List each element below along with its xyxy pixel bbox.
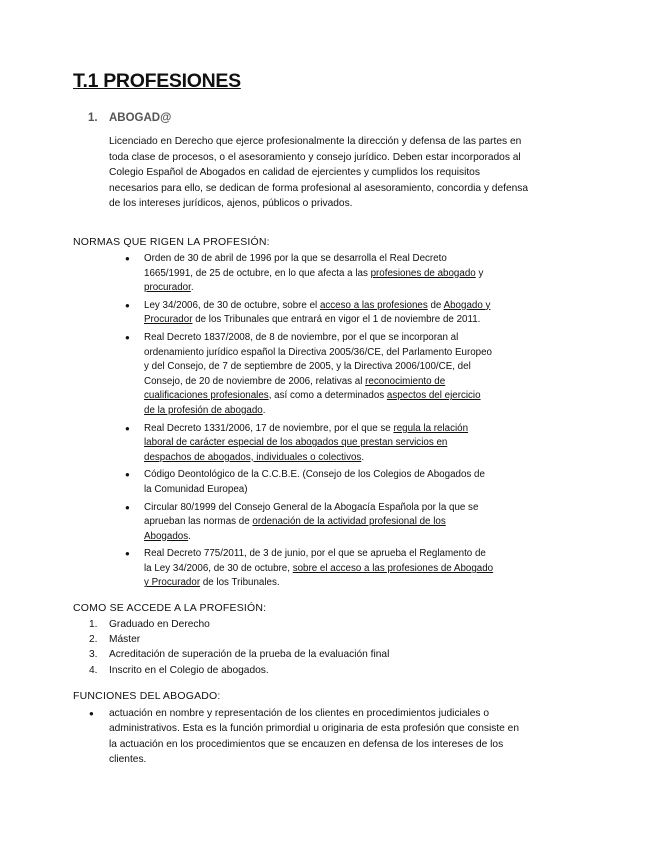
page-title: T.1 PROFESIONES	[73, 70, 241, 92]
item-text: .	[262, 404, 266, 416]
item-text: Código Deontológico de la C.C.B.E. (Consejo de los Colegios de Abogados de la Comunidad Europea)	[144, 469, 485, 495]
item-text: Graduado en Derecho	[109, 619, 210, 630]
item-link[interactable]: Abogado y Procurador	[144, 299, 491, 326]
item-text: Real Decreto 775/2011, de 3 de junio, por el que se aprueba el Reglamento de la Ley 34/2006, de 30 de octubre,	[144, 548, 486, 574]
list-item: ● actuación en nombre y representación de los clientes en procedimientos judiciales o administrativos. Esta es la función primordial u originaria de esta profesión que consiste en la actuación en los procedimientos que se encauzen en defensa de los intereses de los clientes.	[109, 706, 524, 767]
item-text: Circular 80/1999 del Consejo General de la Abogacía Española por la que se aprueban las normas de	[144, 501, 479, 528]
item-text: de los Tribunales.	[200, 577, 280, 589]
item-link[interactable]: regula la relación laboral de carácter especial de los abogados que prestan servicios en despachos de abogados, individuales o colectivos	[144, 422, 469, 463]
functions-list	[0, 706, 524, 767]
item-number: 1.	[89, 619, 98, 630]
item-text: y	[475, 267, 484, 279]
item-text: de los Tribunales que entrará en vigor el 1 de noviembre de 2011.	[192, 314, 481, 326]
item-text: , así como a determinados	[268, 390, 387, 402]
list-item	[144, 299, 494, 328]
norms-heading: NORMAS QUE RIGEN LA PROFESIÓN:	[73, 236, 270, 248]
list-item	[144, 331, 494, 419]
list-item	[144, 468, 494, 497]
section-number: 1.	[88, 112, 98, 124]
item-text: Máster	[109, 634, 141, 646]
item-link[interactable]: procurador	[144, 282, 191, 294]
norms-list	[0, 252, 494, 594]
item-link[interactable]: profesiones de abogado	[370, 267, 476, 279]
section-heading-abogado	[88, 112, 171, 124]
item-text: .	[190, 282, 194, 294]
access-heading: COMO SE ACCEDE A LA PROFESIÓN:	[73, 602, 267, 614]
item-text: Orden de 30 de abril de 1996 por la que se desarrolla el Real Decreto 1665/1991, de 25 de octubre, en lo que afecta a las	[144, 253, 447, 279]
item-text: Ley 34/2006, de 30 de octubre, sobre el	[144, 299, 320, 311]
item-text: .	[188, 530, 191, 542]
item-number: 3.	[89, 649, 98, 661]
list-item	[89, 663, 389, 678]
item-link[interactable]: acceso a las profesiones	[319, 299, 428, 311]
list-item	[144, 252, 494, 296]
item-link[interactable]: ordenación de la actividad profesional de los Abogados	[144, 516, 446, 542]
functions-heading: FUNCIONES DEL ABOGADO:	[73, 690, 221, 702]
section-heading-text: ABOGAD@	[109, 112, 172, 124]
definition-paragraph: Licenciado en Derecho que ejerce profesionalmente la dirección y defensa de las partes en toda clase de procesos, o el asesoramiento y consejo jurídico. Deben estar incorporados al Colegio Español de Abogados en calidad de ejercientes y cumplidos los requisitos necesarios para ello, se dedican de forma profesional al asesoramiento, concordia y defensa de los intereses jurídicos, ajenos, públicos o privados.	[109, 136, 529, 209]
item-link[interactable]: reconocimiento de cualificaciones profesionales	[144, 375, 446, 402]
item-link[interactable]: sobre el acceso a las profesiones de Abogado y Procurador	[144, 562, 494, 589]
item-text: Real Decreto 1331/2006, 17 de noviembre, por el que se	[144, 422, 394, 434]
item-link[interactable]: aspectos del ejercicio de la profesión de abogado	[144, 390, 481, 416]
list-item	[144, 547, 494, 591]
item-text: .	[361, 451, 365, 463]
item-text: Acreditación de superación de la prueba de la evaluación final	[109, 649, 390, 661]
list-item	[144, 422, 494, 466]
list-item	[89, 632, 389, 647]
item-number: 2.	[89, 634, 98, 646]
list-item	[89, 617, 389, 632]
list-item	[89, 647, 390, 662]
item-text: Real Decreto 1837/2008, de 8 de noviembre, por el que se incorporan al ordenamiento jurídico español la Directiva 2005/36/CE, del Parlamento Europeo y del Consejo, de 7 de septiembre de 2005, y la Directiva 2006/100/CE, del Consejo, de 20 de noviembre de 2006, relativas al	[144, 331, 492, 387]
list-item	[144, 501, 494, 545]
item-text: Inscrito en el Colegio de abogados.	[109, 664, 269, 676]
access-list	[0, 617, 389, 678]
item-text: de	[427, 299, 444, 311]
item-number: 4.	[89, 664, 98, 676]
